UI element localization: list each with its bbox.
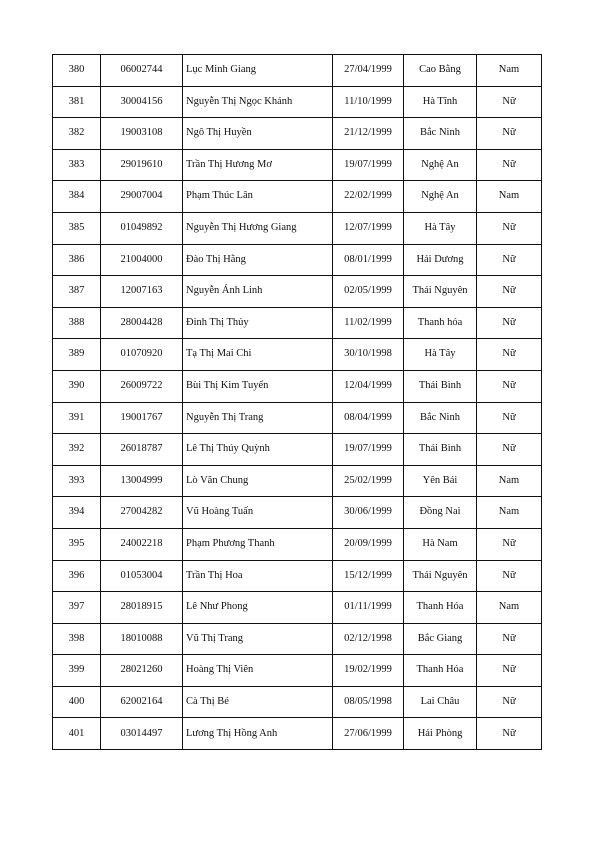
table-row [53,55,542,87]
date-of-birth-cell: 30/10/1998 [333,339,404,371]
table-row [53,244,542,276]
gender-cell: Nữ [477,276,542,308]
table-row [53,465,542,497]
gender-cell: Nam [477,465,542,497]
date-of-birth-cell: 02/12/1998 [333,623,404,655]
row-number-cell: 390 [53,370,101,402]
table-row [53,149,542,181]
row-number-cell: 380 [53,55,101,87]
candidate-number-cell: 62002164 [101,686,183,718]
province-cell: Thái Nguyên [404,276,477,308]
row-number-cell: 394 [53,497,101,529]
gender-cell: Nữ [477,623,542,655]
candidate-number-cell: 12007163 [101,276,183,308]
table-row [53,623,542,655]
province-cell: Thanh hóa [404,307,477,339]
row-number-cell: 395 [53,528,101,560]
province-cell: Bắc Giang [404,623,477,655]
row-number-cell: 388 [53,307,101,339]
date-of-birth-cell: 21/12/1999 [333,118,404,150]
row-number-cell: 396 [53,560,101,592]
date-of-birth-cell: 27/04/1999 [333,55,404,87]
candidate-number-cell: 30004156 [101,86,183,118]
gender-cell: Nữ [477,718,542,750]
gender-cell: Nữ [477,370,542,402]
province-cell: Lai Châu [404,686,477,718]
row-number-cell: 392 [53,434,101,466]
province-cell: Hải Phòng [404,718,477,750]
gender-cell: Nữ [477,528,542,560]
province-cell: Hà Tây [404,212,477,244]
province-cell: Hà Tây [404,339,477,371]
full-name-cell: Vũ Thị Trang [183,623,333,655]
row-number-cell: 382 [53,118,101,150]
full-name-cell: Ngô Thị Huyền [183,118,333,150]
full-name-cell: Đào Thị Hằng [183,244,333,276]
candidate-number-cell: 26018787 [101,434,183,466]
gender-cell: Nam [477,592,542,624]
gender-cell: Nữ [477,307,542,339]
full-name-cell: Lê Thị Thúy Quỳnh [183,434,333,466]
date-of-birth-cell: 08/04/1999 [333,402,404,434]
candidate-number-cell: 29019610 [101,149,183,181]
candidate-number-cell: 01049892 [101,212,183,244]
province-cell: Hải Dương [404,244,477,276]
table-row [53,307,542,339]
gender-cell: Nữ [477,118,542,150]
table-row [53,118,542,150]
gender-cell: Nữ [477,655,542,687]
candidate-number-cell: 06002744 [101,55,183,87]
gender-cell: Nam [477,181,542,213]
province-cell: Thanh Hóa [404,592,477,624]
row-number-cell: 393 [53,465,101,497]
candidate-number-cell: 28018915 [101,592,183,624]
row-number-cell: 383 [53,149,101,181]
province-cell: Nghệ An [404,181,477,213]
full-name-cell: Hoàng Thị Viên [183,655,333,687]
full-name-cell: Vũ Hoàng Tuấn [183,497,333,529]
candidate-number-cell: 26009722 [101,370,183,402]
gender-cell: Nữ [477,434,542,466]
candidate-number-cell: 13004999 [101,465,183,497]
date-of-birth-cell: 12/07/1999 [333,212,404,244]
gender-cell: Nữ [477,686,542,718]
row-number-cell: 381 [53,86,101,118]
table-row [53,370,542,402]
province-cell: Cao Bằng [404,55,477,87]
candidate-number-cell: 27004282 [101,497,183,529]
province-cell: Thái Nguyên [404,560,477,592]
candidate-number-cell: 01070920 [101,339,183,371]
gender-cell: Nam [477,497,542,529]
full-name-cell: Nguyễn Thị Hương Giang [183,212,333,244]
table-row [53,655,542,687]
table-row [53,718,542,750]
full-name-cell: Cà Thị Bé [183,686,333,718]
table-row [53,686,542,718]
table-row [53,86,542,118]
table-row [53,276,542,308]
full-name-cell: Trần Thị Hoa [183,560,333,592]
province-cell: Yên Bái [404,465,477,497]
date-of-birth-cell: 08/05/1998 [333,686,404,718]
candidate-number-cell: 19003108 [101,118,183,150]
row-number-cell: 389 [53,339,101,371]
row-number-cell: 391 [53,402,101,434]
date-of-birth-cell: 11/02/1999 [333,307,404,339]
date-of-birth-cell: 02/05/1999 [333,276,404,308]
row-number-cell: 399 [53,655,101,687]
table-row [53,181,542,213]
gender-cell: Nam [477,55,542,87]
row-number-cell: 386 [53,244,101,276]
row-number-cell: 385 [53,212,101,244]
gender-cell: Nữ [477,86,542,118]
row-number-cell: 384 [53,181,101,213]
gender-cell: Nữ [477,149,542,181]
full-name-cell: Lò Văn Chung [183,465,333,497]
table-row [53,434,542,466]
province-cell: Nghệ An [404,149,477,181]
gender-cell: Nữ [477,560,542,592]
candidate-number-cell: 19001767 [101,402,183,434]
full-name-cell: Lục Minh Giang [183,55,333,87]
date-of-birth-cell: 19/07/1999 [333,149,404,181]
date-of-birth-cell: 25/02/1999 [333,465,404,497]
full-name-cell: Bùi Thị Kim Tuyến [183,370,333,402]
date-of-birth-cell: 19/07/1999 [333,434,404,466]
date-of-birth-cell: 11/10/1999 [333,86,404,118]
table-row [53,497,542,529]
full-name-cell: Đinh Thị Thủy [183,307,333,339]
province-cell: Thanh Hóa [404,655,477,687]
full-name-cell: Lê Như Phong [183,592,333,624]
full-name-cell: Phạm Phương Thanh [183,528,333,560]
table-row [53,212,542,244]
candidate-number-cell: 21004000 [101,244,183,276]
row-number-cell: 398 [53,623,101,655]
candidate-number-cell: 28004428 [101,307,183,339]
candidate-number-cell: 24002218 [101,528,183,560]
full-name-cell: Tạ Thị Mai Chi [183,339,333,371]
candidate-number-cell: 28021260 [101,655,183,687]
row-number-cell: 400 [53,686,101,718]
date-of-birth-cell: 22/02/1999 [333,181,404,213]
gender-cell: Nữ [477,339,542,371]
province-cell: Thái Bình [404,370,477,402]
table-row [53,402,542,434]
gender-cell: Nữ [477,402,542,434]
table-row [53,528,542,560]
full-name-cell: Nguyễn Thị Ngọc Khánh [183,86,333,118]
table-row [53,592,542,624]
province-cell: Đồng Nai [404,497,477,529]
gender-cell: Nữ [477,212,542,244]
table-row [53,560,542,592]
province-cell: Hà Tĩnh [404,86,477,118]
candidate-number-cell: 29007004 [101,181,183,213]
candidate-number-cell: 01053004 [101,560,183,592]
province-cell: Thái Bình [404,434,477,466]
candidate-number-cell: 18010088 [101,623,183,655]
gender-cell: Nữ [477,244,542,276]
province-cell: Bắc Ninh [404,402,477,434]
date-of-birth-cell: 15/12/1999 [333,560,404,592]
full-name-cell: Phạm Thúc Lân [183,181,333,213]
full-name-cell: Nguyễn Ánh Linh [183,276,333,308]
date-of-birth-cell: 08/01/1999 [333,244,404,276]
row-number-cell: 387 [53,276,101,308]
candidate-number-cell: 03014497 [101,718,183,750]
date-of-birth-cell: 19/02/1999 [333,655,404,687]
row-number-cell: 401 [53,718,101,750]
student-list-body [53,55,542,750]
full-name-cell: Lương Thị Hồng Anh [183,718,333,750]
date-of-birth-cell: 12/04/1999 [333,370,404,402]
date-of-birth-cell: 30/06/1999 [333,497,404,529]
province-cell: Bắc Ninh [404,118,477,150]
date-of-birth-cell: 01/11/1999 [333,592,404,624]
table-row [53,339,542,371]
full-name-cell: Trần Thị Hương Mơ [183,149,333,181]
row-number-cell: 397 [53,592,101,624]
student-list-table [52,54,542,750]
province-cell: Hà Nam [404,528,477,560]
full-name-cell: Nguyễn Thị Trang [183,402,333,434]
date-of-birth-cell: 27/06/1999 [333,718,404,750]
date-of-birth-cell: 20/09/1999 [333,528,404,560]
